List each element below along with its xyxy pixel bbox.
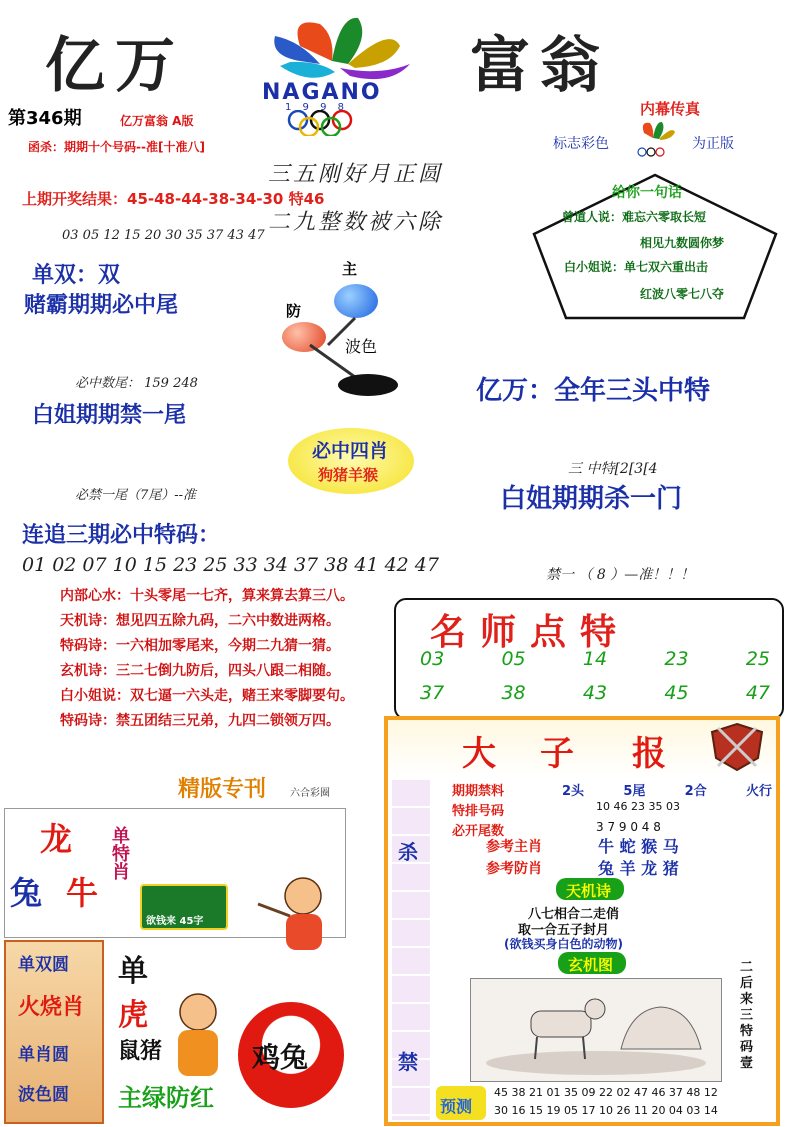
hints-list — [60, 584, 390, 734]
row1-val: 2合 — [684, 784, 707, 799]
master-number: 45 — [664, 682, 689, 704]
fax-left: 标志彩色 — [553, 136, 609, 152]
tiger-char: 虎 — [118, 998, 148, 1033]
ban-char: 禁 — [398, 1050, 418, 1074]
hint-line: 内部心水：十头零尾一七齐，算来算去算三八。 — [60, 588, 354, 604]
mouse-pig: 鼠猪 — [118, 1039, 163, 1064]
ball-guard-label: 防 — [286, 302, 302, 320]
pentagon-line-3: 白小姐说：单七双六重出击 — [564, 260, 709, 274]
master-number: 25 — [745, 648, 770, 670]
three-heads: 亿万：全年三头中特 — [476, 376, 711, 406]
last-result: 上期开奖结果：45-48-44-38-34-30 特46 — [22, 190, 325, 208]
bigson-row3-label: 必开尾数 — [452, 824, 505, 839]
white-sister-tail: 白姐期期禁一尾 — [32, 403, 187, 428]
master-number: 43 — [582, 682, 608, 704]
consecutive-title: 连追三期必中特码： — [22, 523, 221, 548]
four-zodiac-title: 必中四肖 — [312, 440, 389, 462]
bigson-title-3: 报 — [632, 734, 666, 774]
cartoon-boy — [248, 874, 348, 954]
bigson-row1-label: 期期禁料 — [452, 784, 505, 799]
title-left: 亿万 — [45, 31, 185, 101]
hint-line: 白小姐说：双七逼一六头走，赌王来零脚要句。 — [60, 688, 354, 704]
master-number: 38 — [501, 682, 526, 704]
main-green: 主绿防红 — [118, 1084, 214, 1112]
bigson-row1-vals — [562, 780, 772, 799]
pentagon-line-1: 曾道人说：难忘六零取长短 — [562, 210, 707, 224]
ball-wave-label: 波色 — [345, 337, 378, 356]
dragon-char: 龙 — [40, 820, 73, 858]
olympic-rings — [283, 110, 393, 140]
ban-tail: 必禁一尾（7尾）--准 — [75, 488, 197, 503]
row1-val: 火行 — [745, 784, 772, 799]
row1-val: 5尾 — [623, 784, 646, 799]
numbers-row-1: 03 05 12 15 20 30 35 37 43 47 — [62, 228, 265, 243]
brand-small: 亿万富翁 A版 — [120, 114, 194, 128]
ox-char: 牛 — [66, 874, 99, 912]
shield-icon — [706, 720, 768, 774]
master-number: 05 — [501, 648, 526, 670]
predict-label: 预测 — [440, 1097, 473, 1116]
bigson-title-2: 子 — [540, 734, 574, 774]
pentagon-header: 给你一句话 — [612, 185, 682, 201]
hint-line: 特码诗：禁五团结三兄弟，九四二锁领万四。 — [60, 713, 340, 729]
ball-main-label: 主 — [342, 260, 358, 278]
hint-line: 天机诗：想见四五除九码，二六中数进两格。 — [60, 613, 340, 629]
master-title: 名师点特 — [430, 611, 631, 653]
ball-stand — [300, 300, 410, 400]
logo-nagano-text: NAGANO — [262, 80, 382, 105]
odd-even-pic: 单双圆 — [18, 955, 69, 975]
hint-line: 玄机诗：三二七倒九防后，四头八跟二相随。 — [60, 663, 340, 679]
xuanji-title: 玄机图 — [568, 956, 614, 974]
fax-logo-icon — [626, 118, 684, 160]
kill-door: 白姐期期杀一门 — [500, 484, 683, 514]
rabbit-char: 兔 — [10, 874, 43, 912]
bigson-side-right: 二后来三特码壹 — [740, 960, 754, 1071]
hint-line: 特码诗：一六相加零尾来，今期二九猜一猜。 — [60, 638, 340, 654]
master-number: 37 — [420, 682, 445, 704]
bigson-row4-label: 参考主肖 — [486, 839, 542, 855]
bigson-row5-label: 参考防肖 — [486, 861, 542, 877]
poem-title: 天机诗 — [566, 882, 612, 900]
must-tail: 必中数尾： 159 248 — [75, 376, 198, 391]
four-zodiac-list: 狗猪羊猴 — [318, 466, 379, 484]
wave-pic: 波色圆 — [18, 1085, 69, 1105]
bigson-title-1: 大 — [462, 734, 496, 774]
tabloid-title-small: 六合彩圈 — [290, 788, 330, 799]
master-row-1 — [420, 648, 770, 670]
puzzle-picture — [470, 978, 722, 1082]
bigson-row3-nums: 3 7 9 0 4 8 — [596, 820, 661, 834]
poem-line-2: 二九整数被六除 — [268, 210, 444, 235]
fax-right: 为正版 — [692, 136, 734, 152]
poem-line-a: 八七相合二走俏 — [528, 907, 620, 922]
pentagon-line-4: 红波八零七八夺 — [640, 287, 725, 301]
ban-one: 禁一 （ 8 ）—准！！！ — [546, 567, 695, 583]
fire-zodiac: 火烧肖 — [18, 995, 85, 1020]
master-number: 03 — [420, 648, 445, 670]
master-row-2 — [420, 682, 770, 704]
poem-line-b: 取一合五子封月 — [518, 923, 610, 938]
poem-line-c: (欲钱买身白色的动物) — [504, 937, 623, 951]
consecutive-numbers: 01 02 07 10 15 23 25 33 34 37 38 41 42 47 — [22, 554, 439, 576]
fax-title: 内幕传真 — [640, 100, 701, 118]
bigson-row2-nums: 10 46 23 35 03 — [596, 800, 680, 813]
master-number: 23 — [664, 648, 689, 670]
issue-number: 第346期 — [8, 108, 82, 129]
master-number: 47 — [745, 682, 770, 704]
dan-char: 单 — [118, 954, 148, 989]
banner-text: 欲钱来 45字 — [146, 916, 204, 927]
row1-val: 2头 — [562, 784, 585, 799]
rooster-rabbit: 鸡兔 — [252, 1041, 309, 1074]
master-number: 14 — [582, 648, 608, 670]
subtitle-small: 函杀：期期十个号码--准[十准八] — [28, 140, 205, 154]
pair-pic: 单肖圆 — [18, 1045, 69, 1065]
tail-line: 赌霸期期必中尾 — [24, 293, 179, 318]
bigson-row2-label: 特排号码 — [452, 804, 505, 819]
title-right: 富翁 — [470, 31, 610, 101]
poem-line-1: 三五刚好月正圆 — [268, 162, 444, 187]
tabloid-title: 精版专刊 — [178, 777, 267, 802]
bigson-row4-vals: 牛 蛇 猴 马 — [598, 837, 679, 856]
predict-row-2: 30 16 15 19 05 17 10 26 11 20 04 03 14 — [494, 1104, 718, 1117]
logo-year: 1 9 9 8 — [285, 102, 348, 113]
odd-even: 单双：双 — [32, 263, 121, 288]
predict-row-1: 45 38 21 01 35 09 22 02 47 46 37 48 12 — [494, 1086, 718, 1099]
bigson-row5-vals: 兔 羊 龙 猪 — [598, 859, 679, 878]
side-text: 单特肖 — [109, 826, 130, 880]
pentagon-line-2: 相见九数圆你梦 — [640, 236, 725, 250]
cartoon-old-man — [160, 990, 236, 1080]
three-mid: 三 中特[2[3[4 — [568, 461, 658, 477]
kill-char: 杀 — [398, 840, 418, 864]
